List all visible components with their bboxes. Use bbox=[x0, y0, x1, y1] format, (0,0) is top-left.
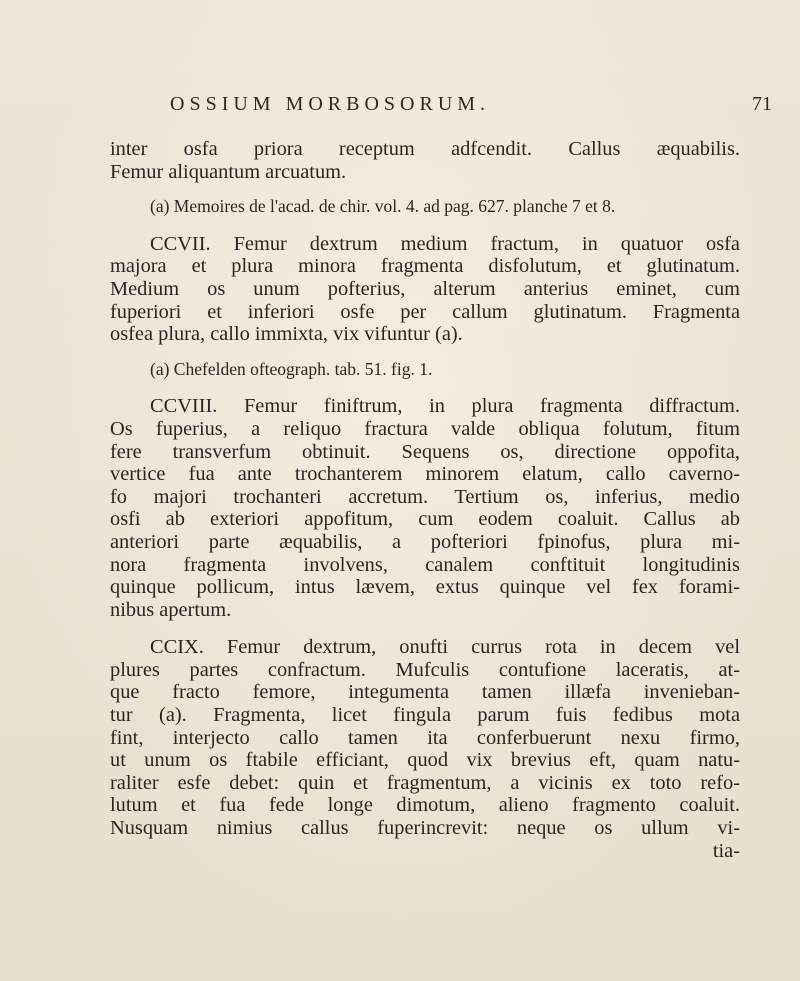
section-ccviii-line: CCVIII. Femur finiftrum, in plura fragmenta diffractum. bbox=[150, 395, 740, 418]
text-line: plures partes confractum. Mufculis contufione laceratis, at- bbox=[110, 658, 740, 681]
text-line: nora fragmenta involvens, canalem conftituit longitudinis bbox=[110, 553, 740, 576]
text-line: raliter esfe debet: quin et fragmentum, a vicinis ex toto refo- bbox=[110, 771, 740, 794]
text-line: fuperiori et inferiori osfe per callum glutinatum. Fragmenta bbox=[110, 300, 740, 323]
running-title: OSSIUM MORBOSORUM. bbox=[170, 93, 491, 115]
text-line: Os fuperius, a reliquo fractura valde obliqua folutum, fitum bbox=[110, 417, 740, 440]
text-line: osfea plura, callo immixta, vix vifuntur (a). bbox=[110, 323, 463, 346]
text-line: tur (a). Fragmenta, licet fingula parum fuis fedibus mota bbox=[110, 704, 740, 727]
text-line: nibus apertum. bbox=[110, 598, 232, 621]
page-number: 71 bbox=[752, 93, 772, 115]
text-line: fo majori trochanteri accretum. Tertium os, inferius, medio bbox=[110, 485, 740, 508]
text-line: Medium os unum pofterius, alterum anterius eminet, cum bbox=[110, 277, 740, 300]
page-body bbox=[110, 138, 740, 862]
text-line: anteriori parte æquabilis, a pofteriori fpinofus, plura mi- bbox=[110, 530, 740, 553]
text-line: vertice fua ante trochanterem minorem elatum, callo caverno- bbox=[110, 463, 740, 486]
text-line: inter osfa priora receptum adfcendit. Callus æquabilis. bbox=[110, 138, 740, 160]
text-line: lutum et fua fede longe dimotum, alieno fragmento coaluit. bbox=[110, 794, 740, 817]
text-line: Femur aliquantum arcuatum. bbox=[110, 160, 347, 183]
text-line: fere transverfum obtinuit. Sequens os, directione oppofita, bbox=[110, 440, 740, 463]
footnote: (a) Memoires de l'acad. de chir. vol. 4. ad pag. 627. planche 7 et 8. bbox=[150, 196, 616, 217]
catchword: tia- bbox=[712, 839, 740, 862]
text-line: ut unum os ftabile efficiant, quod vix brevius eft, quam natu- bbox=[110, 749, 740, 772]
text-line: osfi ab exteriori appofitum, cum eodem coaluit. Callus ab bbox=[110, 508, 740, 531]
text-line: quinque pollicum, intus lævem, extus quinque vel fex forami- bbox=[110, 576, 740, 599]
text-line: Nusquam nimius callus fuperincrevit: neque os ullum vi- bbox=[110, 817, 740, 840]
footnote: (a) Chefelden ofteograph. tab. 51. fig. 1. bbox=[150, 358, 433, 379]
section-ccvii-line: CCVII. Femur dextrum medium fractum, in quatuor osfa bbox=[150, 232, 740, 255]
text-line: majora et plura minora fragmenta disfolutum, et glutinatum. bbox=[110, 255, 740, 278]
text-line: fint, interjecto callo tamen ita conferbuerunt nexu firmo, bbox=[110, 726, 740, 749]
section-ccix-line: CCIX. Femur dextrum, onufti currus rota in decem vel bbox=[150, 636, 740, 659]
text-line: que fracto femore, integumenta tamen illæfa invenieban- bbox=[110, 681, 740, 704]
